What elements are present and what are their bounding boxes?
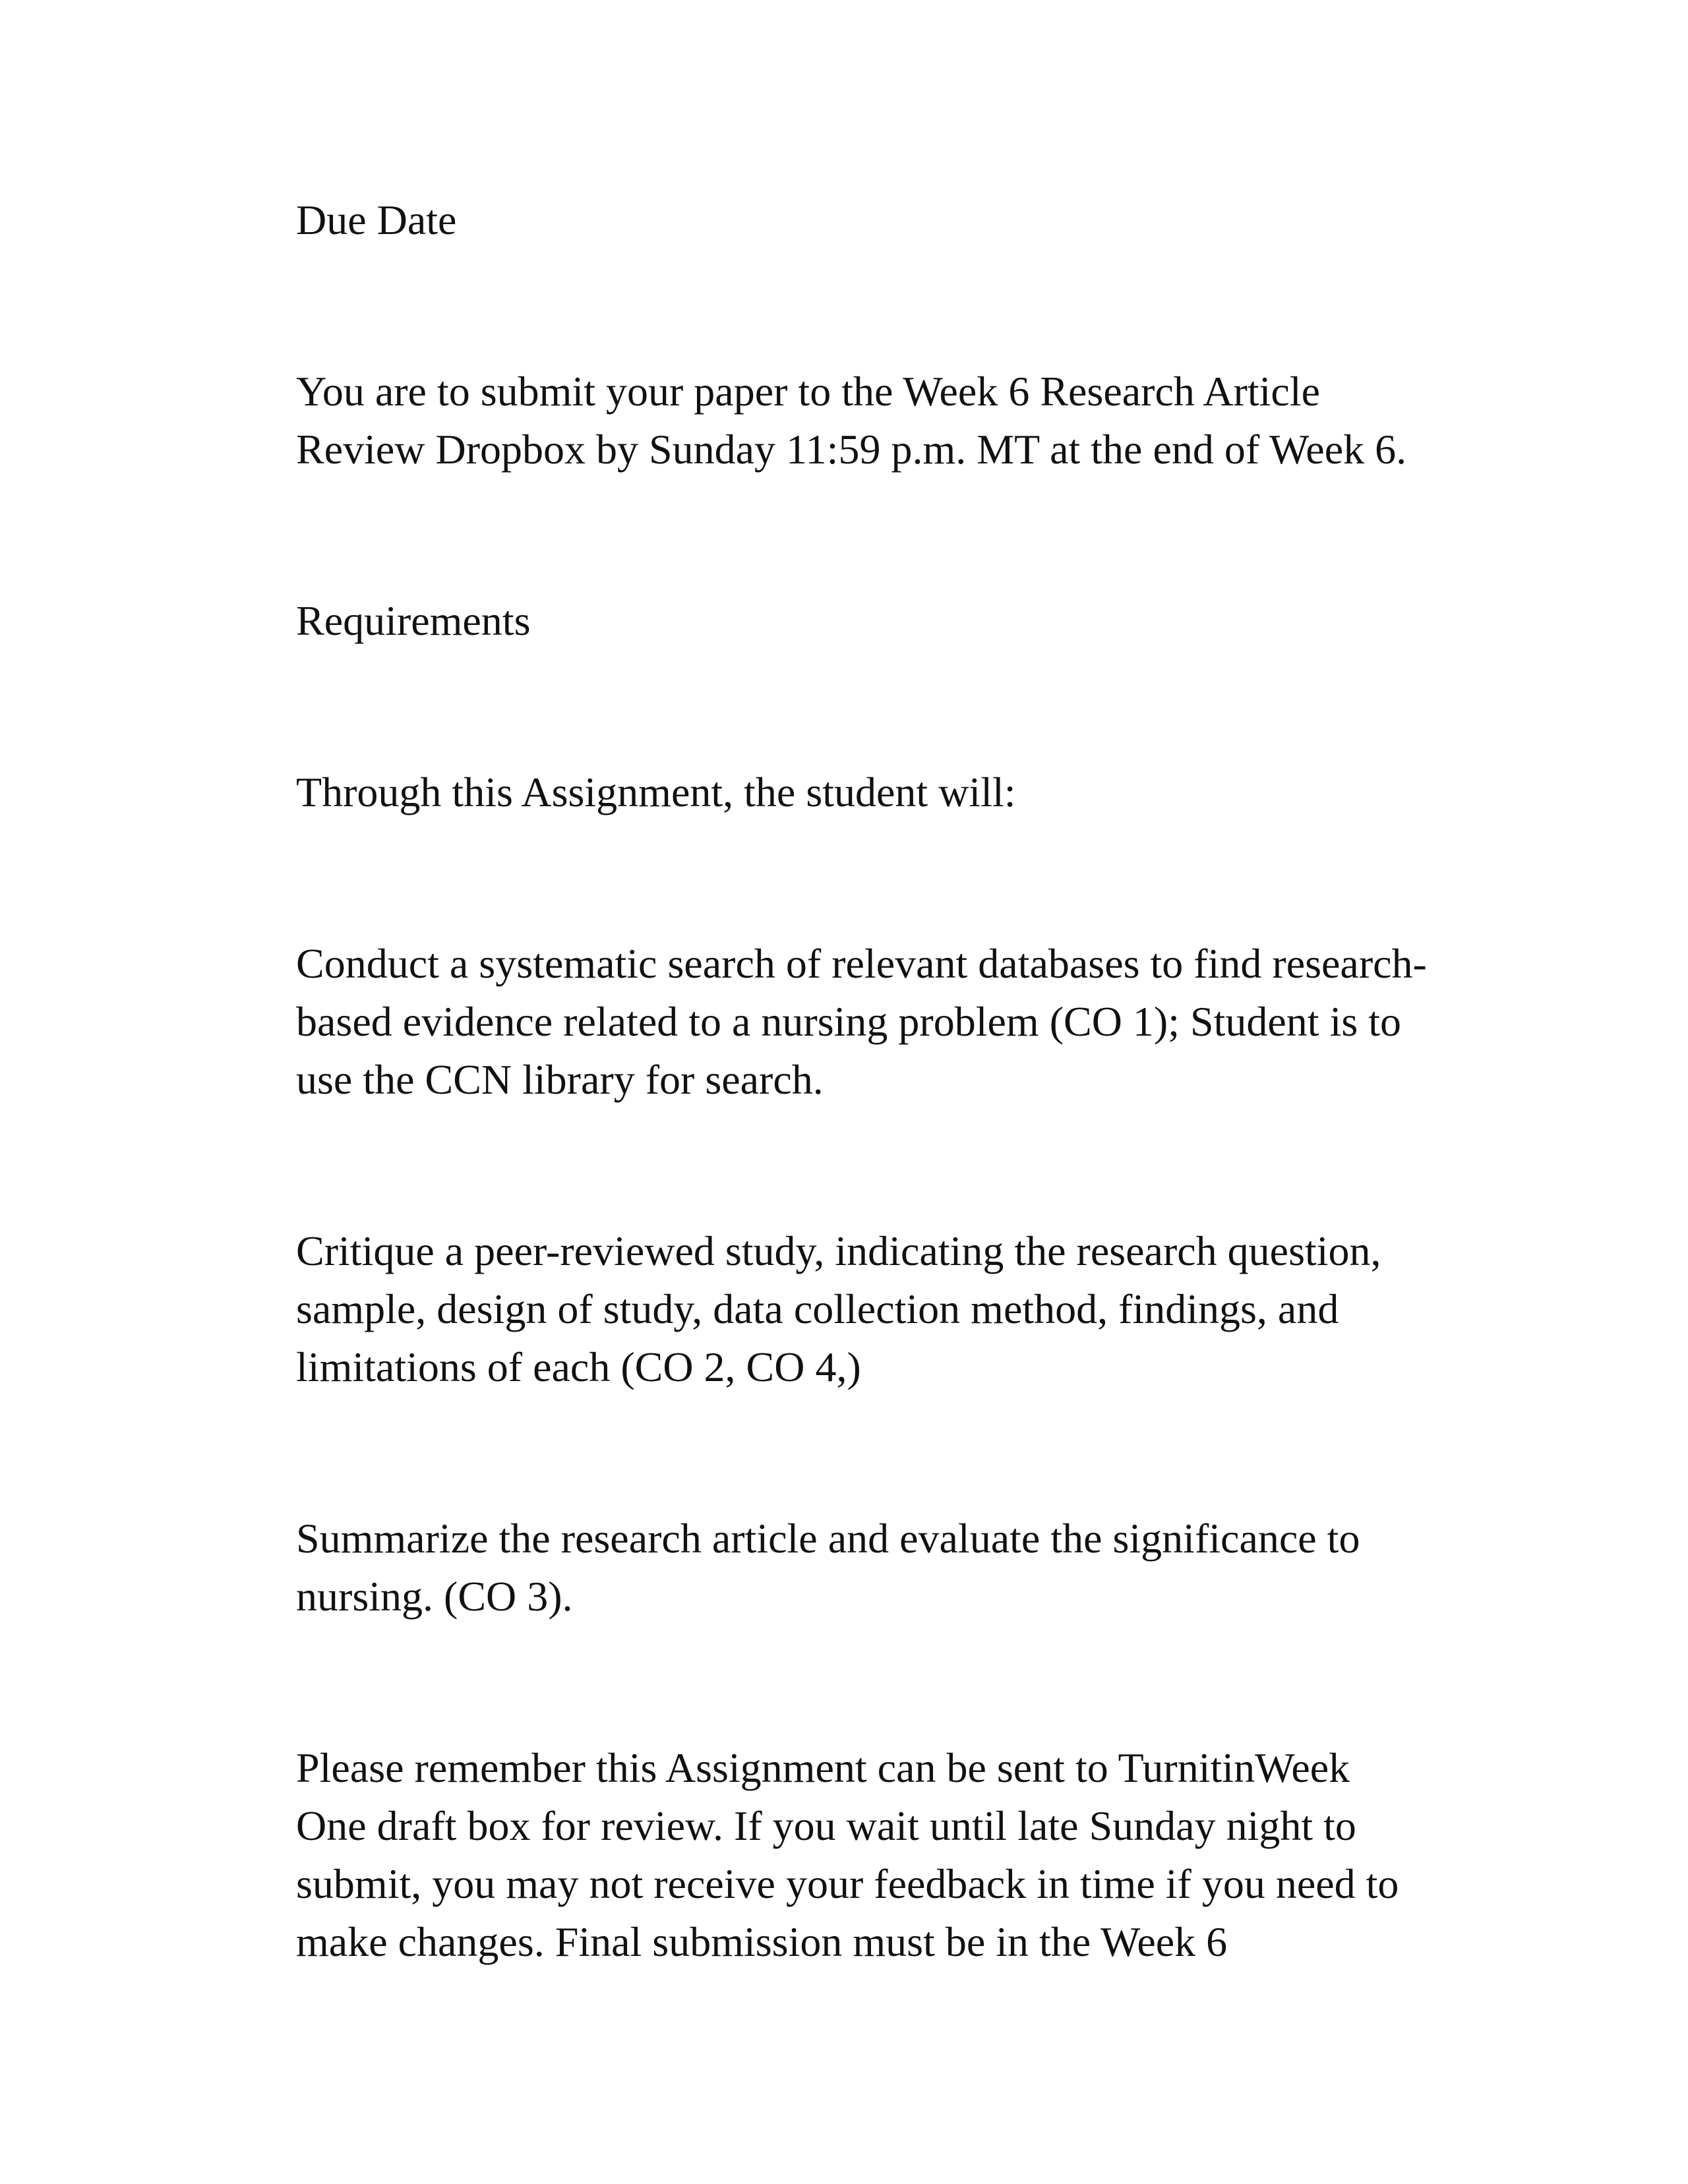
paragraph-conduct-search: Conduct a systematic search of relevant databases to find research- based evidence related to a nursing problem (CO 1); Student is to use the CCN library for search. <box>296 940 1427 1103</box>
paragraph-intro: Through this Assignment, the student will: <box>296 769 1016 815</box>
document-body <box>296 191 1549 2084</box>
heading-requirements: Requirements <box>296 597 531 644</box>
paragraph-submission: You are to submit your paper to the Week 6 Research Article Review Dropbox by Sunday 11:59 p.m. MT at the end of Week 6. <box>296 368 1407 473</box>
paragraph-reminder: Please remember this Assignment can be sent to TurnitinWeek One draft box for review. If you wait until late Sunday night to submit, you may not receive your feedback in time if you need to make changes. Final submission must be in the Week 6 <box>296 1744 1399 1965</box>
heading-due-date: Due Date <box>296 196 457 243</box>
paragraph-summarize: Summarize the research article and evaluate the significance to nursing. (CO 3). <box>296 1515 1360 1620</box>
paragraph-critique: Critique a peer-reviewed study, indicating the research question, sample, design of study, data collection method, findings, and limitations of each (CO 2, CO 4,) <box>296 1227 1381 1390</box>
